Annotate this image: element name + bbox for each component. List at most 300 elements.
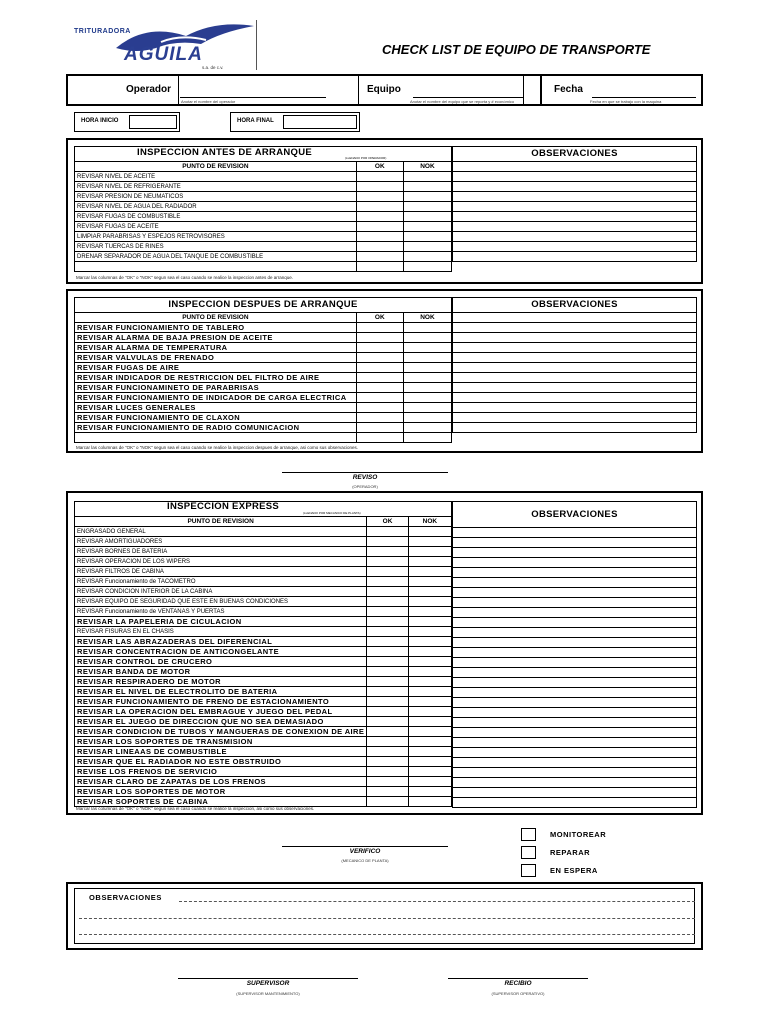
ok-cell[interactable] (367, 607, 409, 617)
nok-cell[interactable] (408, 627, 451, 637)
obs-cell[interactable] (453, 548, 697, 558)
hora-inicio-box (74, 112, 180, 132)
obs-row (453, 333, 697, 343)
logo-divider (256, 20, 257, 70)
ok-cell[interactable] (356, 192, 403, 202)
obs-row (453, 162, 697, 172)
ok-cell[interactable] (356, 202, 403, 212)
obs-cell[interactable] (453, 323, 697, 333)
nok-cell[interactable] (408, 657, 451, 667)
ok-cell[interactable] (367, 757, 409, 767)
obs-cell[interactable] (453, 788, 697, 798)
obs-cell[interactable] (453, 413, 697, 423)
ok-cell[interactable] (367, 797, 409, 807)
nok-cell[interactable] (403, 192, 451, 202)
company-logo (66, 18, 262, 72)
reparar-label: REPARAR (550, 848, 591, 857)
obs-cell[interactable] (453, 313, 697, 323)
check-item: REVISAR BORNES DE BATERIA (75, 547, 367, 557)
obs-cell[interactable] (453, 608, 697, 618)
table-row (75, 353, 452, 363)
logo-tagline: TRITURADORA (74, 28, 131, 35)
obs-row (453, 423, 697, 433)
check-item: REVISAR EL NIVEL DE ELECTROLITO DE BATERIA (75, 687, 367, 697)
check-item (75, 262, 357, 272)
table-row (75, 797, 452, 807)
hora-final-box (230, 112, 360, 132)
nok-cell[interactable] (403, 222, 451, 232)
obs-cell[interactable] (453, 798, 697, 808)
obs-cell[interactable] (453, 668, 697, 678)
ok-cell[interactable] (367, 767, 409, 777)
obs-cell[interactable] (453, 202, 697, 212)
nok-cell[interactable] (408, 647, 451, 657)
nok-cell[interactable] (408, 737, 451, 747)
ok-cell[interactable] (367, 587, 409, 597)
section2-obs-wrap (452, 297, 697, 433)
nok-cell[interactable] (403, 423, 451, 433)
nok-cell[interactable] (408, 617, 451, 627)
obs-cell[interactable] (453, 242, 697, 252)
table-row (75, 667, 452, 677)
col-nok: NOK (408, 517, 451, 527)
obs-cell[interactable] (453, 252, 697, 262)
obs-cell[interactable] (453, 678, 697, 688)
nok-cell[interactable] (408, 537, 451, 547)
ok-cell[interactable] (367, 747, 409, 757)
obs-cell[interactable] (453, 648, 697, 658)
nok-cell[interactable] (403, 403, 451, 413)
obs-row (453, 413, 697, 423)
section1-title-note: (LLENADO POR OPERADOR) (345, 156, 387, 160)
table-row (75, 547, 452, 557)
nok-cell[interactable] (403, 212, 451, 222)
nok-cell[interactable] (408, 587, 451, 597)
obs-row (453, 578, 697, 588)
col-ok: OK (356, 162, 403, 172)
check-item: REVISAR ALARMA DE TEMPERATURA (75, 343, 357, 353)
section3-obs-header: OBSERVACIONES (453, 502, 697, 528)
obs-row (453, 728, 697, 738)
table-row (75, 252, 452, 262)
check-item: REVISAR LUCES GENERALES (75, 403, 357, 413)
ok-cell[interactable] (367, 537, 409, 547)
table-row (75, 747, 452, 757)
nok-cell[interactable] (403, 172, 451, 182)
nok-cell[interactable] (403, 393, 451, 403)
check-item: ENGRASADO GENERAL (75, 527, 367, 537)
reviso-line (282, 472, 448, 473)
nok-cell[interactable] (403, 232, 451, 242)
table-row (75, 192, 452, 202)
ok-cell[interactable] (367, 727, 409, 737)
obs-cell[interactable] (453, 538, 697, 548)
table-row (75, 717, 452, 727)
obs-cell[interactable] (453, 222, 697, 232)
recibio-label: RECIBIO (504, 980, 532, 987)
operador-label: Operador (126, 84, 172, 95)
header-box (66, 74, 703, 106)
section3-title: INSPECCION EXPRESS (167, 501, 280, 512)
check-item: REVISAR VALVULAS DE FRENADO (75, 353, 357, 363)
obs-cell[interactable] (453, 172, 697, 182)
nok-cell[interactable] (408, 787, 451, 797)
obs-row (453, 788, 697, 798)
section3-obs-table (452, 501, 697, 808)
ok-cell[interactable] (356, 393, 403, 403)
obs-cell[interactable] (453, 778, 697, 788)
obs-row (453, 548, 697, 558)
obs-cell[interactable] (453, 658, 697, 668)
nok-cell[interactable] (403, 262, 451, 272)
nok-cell[interactable] (403, 202, 451, 212)
operador-hint: Anotar el nombre del operador (181, 99, 236, 104)
ok-cell[interactable] (356, 232, 403, 242)
obs-row (453, 658, 697, 668)
obs-row (453, 708, 697, 718)
nok-cell[interactable] (403, 182, 451, 192)
ok-cell[interactable] (356, 323, 403, 333)
table-row (75, 587, 452, 597)
nok-cell[interactable] (408, 557, 451, 567)
obs-cell[interactable] (453, 578, 697, 588)
observaciones-inner[interactable] (74, 888, 695, 944)
col-punto: PUNTO DE REVISION (75, 162, 357, 172)
obs-cell[interactable] (453, 568, 697, 578)
nok-cell[interactable] (403, 252, 451, 262)
ok-cell[interactable] (367, 687, 409, 697)
check-item: REVISAR NIVEL DE AGUA DEL RADIADOR (75, 202, 357, 212)
document-title: CHECK LIST DE EQUIPO DE TRANSPORTE (382, 42, 651, 57)
table-row (75, 617, 452, 627)
nok-cell[interactable] (403, 373, 451, 383)
nok-cell[interactable] (403, 323, 451, 333)
ok-cell[interactable] (367, 527, 409, 537)
obs-cell[interactable] (453, 768, 697, 778)
nok-cell[interactable] (408, 547, 451, 557)
nok-cell[interactable] (403, 413, 451, 423)
col-nok: NOK (403, 313, 451, 323)
obs-row (453, 698, 697, 708)
table-row (75, 343, 452, 353)
table-row (75, 637, 452, 647)
ok-cell[interactable] (367, 577, 409, 587)
ok-cell[interactable] (367, 717, 409, 727)
obs-cell[interactable] (453, 708, 697, 718)
obs-row (453, 688, 697, 698)
divider (540, 76, 542, 104)
nok-cell[interactable] (408, 667, 451, 677)
check-item: LIMPIAR PARABRISAS Y ESPEJOS RETROVISORES (75, 232, 357, 242)
monitorear-label: MONITOREAR (550, 830, 607, 839)
obs-cell[interactable] (453, 558, 697, 568)
table-row (75, 787, 452, 797)
ok-cell[interactable] (367, 697, 409, 707)
fecha-hint: Fecha en que se trabajo con la maquina (590, 99, 662, 104)
check-item: REVISAR FUGAS DE AIRE (75, 363, 357, 373)
observaciones-label: OBSERVACIONES (89, 893, 162, 902)
check-item: REVISAR FUNCIONAMIENTO DE TABLERO (75, 323, 357, 333)
supervisor-label: SUPERVISOR (246, 980, 290, 987)
table-row (75, 677, 452, 687)
equipo-label: Equipo (367, 84, 401, 95)
table-row (75, 232, 452, 242)
col-nok: NOK (403, 162, 451, 172)
nok-cell[interactable] (403, 363, 451, 373)
ok-cell[interactable] (367, 737, 409, 747)
logo-sub: s.a. de c.v. (202, 65, 224, 70)
table-row (75, 737, 452, 747)
check-item: REVISAR OPERACION DE LOS WIPERS (75, 557, 367, 567)
obs-cell[interactable] (453, 383, 697, 393)
ok-cell[interactable] (367, 637, 409, 647)
obs-cell[interactable] (453, 728, 697, 738)
operador-cell (68, 76, 179, 104)
section1-obs-wrap (452, 146, 697, 262)
ok-cell[interactable] (367, 667, 409, 677)
ok-cell[interactable] (367, 567, 409, 577)
check-item: REVISAR BANDA DE MOTOR (75, 667, 367, 677)
reviso-label: REVISO (352, 474, 378, 481)
ok-cell[interactable] (367, 707, 409, 717)
ok-cell[interactable] (356, 222, 403, 232)
nok-cell[interactable] (408, 597, 451, 607)
ok-cell[interactable] (356, 242, 403, 252)
obs-cell[interactable] (453, 192, 697, 202)
nok-cell[interactable] (408, 727, 451, 737)
nok-cell[interactable] (408, 637, 451, 647)
observaciones-box (66, 882, 703, 950)
check-item: REVISAR LOS SOPORTES DE TRANSMISION (75, 737, 367, 747)
table-row (75, 607, 452, 617)
nok-cell[interactable] (403, 333, 451, 343)
nok-cell[interactable] (408, 677, 451, 687)
obs-cell[interactable] (453, 688, 697, 698)
section2-title-cell (75, 298, 452, 313)
obs-row (453, 192, 697, 202)
table-row (75, 413, 452, 423)
check-item: REVISAR FUNCIONAMIENTO DE INDICADOR DE CARGA ELECTRICA (75, 393, 357, 403)
col-ok: OK (356, 313, 403, 323)
ok-cell[interactable] (356, 373, 403, 383)
obs-row (453, 668, 697, 678)
obs-cell[interactable] (453, 698, 697, 708)
ok-cell[interactable] (367, 617, 409, 627)
table-row (75, 182, 452, 192)
check-item: REVISAR RESPIRADERO DE MOTOR (75, 677, 367, 687)
nok-cell[interactable] (408, 707, 451, 717)
obs-row (453, 182, 697, 192)
nok-cell[interactable] (408, 767, 451, 777)
nok-cell[interactable] (408, 607, 451, 617)
nok-cell[interactable] (408, 527, 451, 537)
obs-cell[interactable] (453, 403, 697, 413)
nok-cell[interactable] (408, 577, 451, 587)
nok-cell[interactable] (408, 697, 451, 707)
equipo-hint: Anotar el nombre del equipo que se reporta y # econòmico (410, 99, 515, 104)
ok-cell[interactable] (367, 657, 409, 667)
nok-cell[interactable] (403, 242, 451, 252)
hora-final-label: HORA FINAL (237, 118, 274, 124)
nok-cell[interactable] (403, 353, 451, 363)
obs-cell[interactable] (453, 343, 697, 353)
ok-cell[interactable] (356, 433, 403, 443)
nok-cell[interactable] (408, 567, 451, 577)
obs-row (453, 323, 697, 333)
obs-row (453, 222, 697, 232)
obs-cell[interactable] (453, 738, 697, 748)
nok-cell[interactable] (403, 383, 451, 393)
ok-cell[interactable] (356, 182, 403, 192)
check-item: REVISAR FISURAS EN EL CHASIS (75, 627, 367, 637)
obs-cell[interactable] (453, 333, 697, 343)
operador-field[interactable] (180, 76, 326, 98)
ok-cell[interactable] (356, 262, 403, 272)
obs-row (453, 758, 697, 768)
nok-cell[interactable] (408, 797, 451, 807)
section1-note: Marcar las columnas de "OK" o "NOK" segun sea el caso cuando se realice la inspeccion antes de arranque. (76, 275, 294, 280)
nok-cell[interactable] (408, 717, 451, 727)
supervisor-sub: (SUPERVISOR MANTENIMIENTO) (236, 991, 300, 996)
recibio-sub: (SUPERVISOR OPERATIVO) (491, 991, 545, 996)
table-row (75, 697, 452, 707)
ok-cell[interactable] (367, 787, 409, 797)
nok-cell[interactable] (408, 747, 451, 757)
obs-cell[interactable] (453, 598, 697, 608)
ok-cell[interactable] (367, 777, 409, 787)
nok-cell[interactable] (403, 433, 451, 443)
check-item: REVISAR LAS ABRAZADERAS DEL DIFERENCIAL (75, 637, 367, 647)
obs-row (453, 172, 697, 182)
ok-cell[interactable] (367, 627, 409, 637)
obs-cell[interactable] (453, 162, 697, 172)
obs-row (453, 313, 697, 323)
obs-cell[interactable] (453, 718, 697, 728)
ok-cell[interactable] (356, 343, 403, 353)
obs-cell[interactable] (453, 528, 697, 538)
section3-title-cell (75, 502, 452, 517)
equipo-field[interactable] (413, 76, 523, 98)
obs-row (453, 202, 697, 212)
monitorear-checkbox[interactable] (521, 828, 536, 841)
table-row (75, 727, 452, 737)
section1-table-wrap (74, 146, 452, 272)
en-espera-checkbox[interactable] (521, 864, 536, 877)
obs-row (453, 718, 697, 728)
section2-table (74, 297, 452, 443)
table-row (75, 212, 452, 222)
obs-row (453, 738, 697, 748)
fecha-label: Fecha (554, 84, 583, 95)
ok-cell[interactable] (367, 597, 409, 607)
obs-cell[interactable] (453, 618, 697, 628)
obs-row (453, 403, 697, 413)
nok-cell[interactable] (403, 343, 451, 353)
obs-cell[interactable] (453, 423, 697, 433)
check-item: REVISAR EQUIPO DE SEGURIDAD QUE ESTE EN BUENAS CONDICIONES (75, 597, 367, 607)
ok-cell[interactable] (367, 557, 409, 567)
obs-cell[interactable] (453, 353, 697, 363)
check-item: REVISAR PRESION DE NEUMATICOS (75, 192, 357, 202)
table-row (75, 383, 452, 393)
check-item: REVISAR FILTROS DE CABINA (75, 567, 367, 577)
obs-cell[interactable] (453, 393, 697, 403)
verifico-sub: (MECANICO DE PLANTA) (341, 858, 389, 863)
obs-cell[interactable] (453, 638, 697, 648)
section3-note: Marcar las columnas de "OK" o "NOK" segun sea el caso cuando se realice la inspeccion, asi como sus observaciones. (76, 806, 315, 811)
table-row (75, 647, 452, 657)
obs-row (453, 528, 697, 538)
obs-row (453, 558, 697, 568)
obs-row (453, 678, 697, 688)
ok-cell[interactable] (356, 333, 403, 343)
check-item: REVISAR CONCENTRACION DE ANTICONGELANTE (75, 647, 367, 657)
table-row (75, 323, 452, 333)
check-item: REVISAR LOS SOPORTES DE MOTOR (75, 787, 367, 797)
ok-cell[interactable] (367, 677, 409, 687)
ok-cell[interactable] (356, 383, 403, 393)
ok-cell[interactable] (356, 413, 403, 423)
obs-row (453, 343, 697, 353)
ok-cell[interactable] (356, 252, 403, 262)
table-row (75, 757, 452, 767)
obs-row (453, 393, 697, 403)
ok-cell[interactable] (367, 547, 409, 557)
fecha-field[interactable] (592, 76, 696, 98)
nok-cell[interactable] (408, 757, 451, 767)
section2-note: Marcar las columnas de "OK" o "NOK" segun sea el caso cuando se realice la inspeccion despues de arranque, asi como sus observaciones. (76, 445, 359, 450)
ok-cell[interactable] (356, 403, 403, 413)
table-row (75, 262, 452, 272)
section2-obs-header: OBSERVACIONES (453, 298, 697, 313)
ok-cell[interactable] (356, 172, 403, 182)
obs-cell[interactable] (453, 373, 697, 383)
check-item: REVISAR NIVEL DE ACEITE (75, 172, 357, 182)
section-antes-arranque (66, 138, 703, 284)
obs-cell[interactable] (453, 232, 697, 242)
hora-inicio-field[interactable] (129, 115, 177, 129)
nok-cell[interactable] (408, 687, 451, 697)
obs-row (453, 353, 697, 363)
check-item: REVISAR QUE EL RADIADOR NO ESTE OBSTRUIDO (75, 757, 367, 767)
check-item: REVISAR CONDICION DE TUBOS Y MANGUERAS DE CONEXION DE AIRE (75, 727, 367, 737)
logo-name: AGUILA (124, 44, 203, 65)
obs-row (453, 242, 697, 252)
obs-cell[interactable] (453, 748, 697, 758)
ok-cell[interactable] (356, 363, 403, 373)
obs-row (453, 568, 697, 578)
nok-cell[interactable] (408, 777, 451, 787)
obs-cell[interactable] (453, 182, 697, 192)
ok-cell[interactable] (356, 353, 403, 363)
ok-cell[interactable] (367, 647, 409, 657)
obs-row (453, 232, 697, 242)
obs-cell[interactable] (453, 628, 697, 638)
section1-table (74, 146, 452, 272)
section2-table-wrap (74, 297, 452, 443)
obs-cell[interactable] (453, 588, 697, 598)
table-row (75, 597, 452, 607)
ok-cell[interactable] (356, 212, 403, 222)
obs-cell[interactable] (453, 363, 697, 373)
hora-final-field[interactable] (283, 115, 357, 129)
check-item: REVISAR INDICADOR DE RESTRICCION DEL FILTRO DE AIRE (75, 373, 357, 383)
obs-cell[interactable] (453, 212, 697, 222)
obs-cell[interactable] (453, 758, 697, 768)
reparar-checkbox[interactable] (521, 846, 536, 859)
obs-row (453, 383, 697, 393)
ok-cell[interactable] (356, 423, 403, 433)
